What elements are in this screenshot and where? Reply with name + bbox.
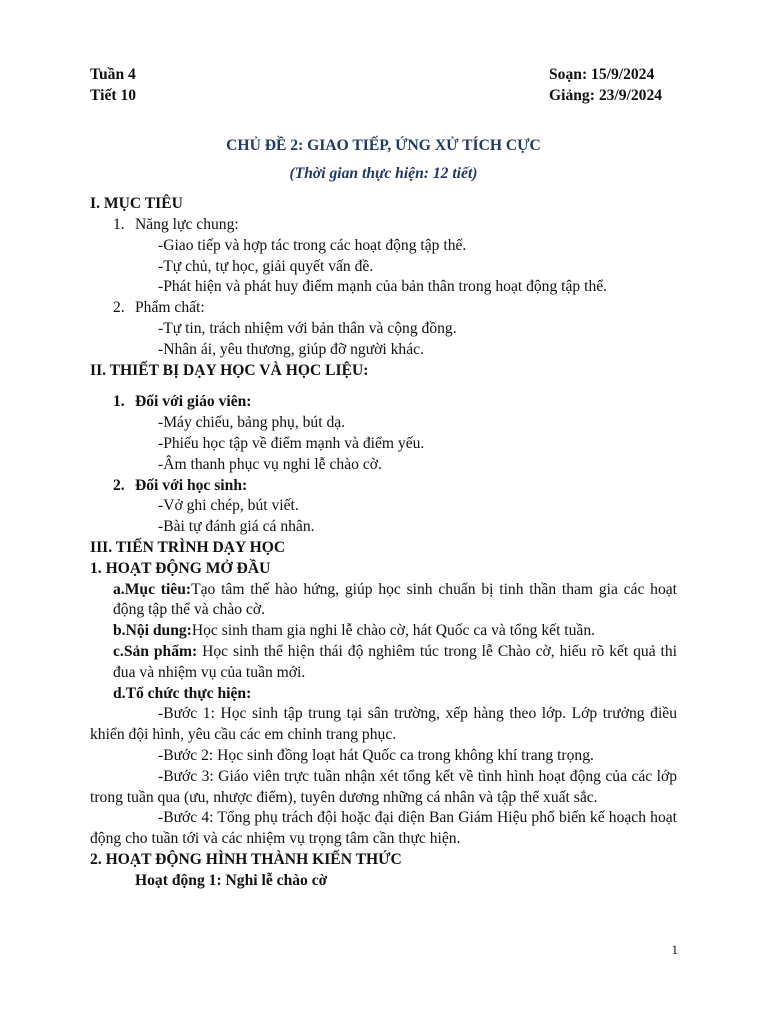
section2-item2-label: Đối với học sinh:	[135, 476, 248, 494]
activity1-content	[90, 621, 677, 642]
section1-title: I. MỤC TIÊU	[90, 195, 183, 213]
list-item: -Phiếu học tập về điểm mạnh và điểm yếu.	[158, 434, 425, 452]
section1-item2	[90, 298, 677, 319]
section1-item2-label: Phẩm chất:	[135, 299, 205, 317]
activity2-title: 2. HOẠT ĐỘNG HÌNH THÀNH KIẾN THỨC	[90, 850, 402, 868]
step-paragraph: -Bước 4: Tổng phụ trách đội hoặc đại diện Ban Giám Hiệu phổ biến kế hoạch hoạt động cho tuần tới và các nhiệm vụ trọng tâm cần thực hiện.	[90, 809, 677, 848]
list-item: -Tự tin, trách nhiệm với bản thân và cộng đồng.	[158, 319, 457, 337]
list-item: -Âm thanh phục vụ nghi lễ chào cờ.	[158, 455, 382, 473]
activity2-subtitle: Hoạt động 1: Nghi lễ chào cờ	[135, 871, 328, 889]
section2-item1-label: Đối với giáo viên:	[135, 393, 252, 411]
list-item: -Máy chiếu, bảng phụ, bút dạ.	[158, 414, 346, 432]
list-item: -Tự chủ, tự học, giải quyết vấn đề.	[158, 257, 374, 275]
product-text: Học sinh thể hiện thái độ nghiêm túc trong lễ Chào cờ, hiểu rõ kết quả thi đua và nhiệm vụ của tuần mới.	[113, 642, 678, 681]
step-paragraph: -Bước 1: Học sinh tập trung tại sân trường, xếp hàng theo lớp. Lớp trưởng điều khiển đội hình, yêu cầu các em chỉnh trang phục.	[90, 705, 677, 744]
header-row-2	[90, 86, 677, 107]
section2-item1-num: 1.	[113, 393, 125, 411]
page-number: 1	[671, 942, 678, 957]
section2-item1	[90, 392, 677, 413]
prepared-date: Soạn: 15/9/2024	[549, 66, 655, 83]
activity1-objective	[90, 580, 677, 622]
list-item: -Phát hiện và phát huy điểm mạnh của bản thân trong hoạt động tập thể.	[158, 278, 608, 296]
taught-date: Giảng: 23/9/2024	[549, 86, 663, 104]
section3-title: III. TIẾN TRÌNH DẠY HỌC	[90, 538, 286, 556]
list-item: -Vở ghi chép, bút viết.	[158, 497, 299, 515]
content-text: Học sinh tham gia nghi lễ chào cờ, hát Quốc ca và tổng kết tuần.	[191, 622, 596, 640]
section2-item2-num: 2.	[113, 476, 125, 494]
topic-title: CHỦ ĐỀ 2: GIAO TIẾP, ỨNG XỬ TÍCH CỰC	[226, 136, 541, 154]
section1-item2-num: 2.	[113, 299, 125, 317]
objective-label: a.Mục tiêu:	[113, 580, 192, 598]
document-body	[90, 65, 677, 891]
list-item: -Nhân ái, yêu thương, giúp đỡ người khác.	[158, 340, 424, 358]
step-paragraph: -Bước 2: Học sinh đồng loạt hát Quốc ca trong không khí trang trọng.	[158, 746, 594, 764]
section1-item1-num: 1.	[113, 215, 125, 233]
organization-label: d.Tổ chức thực hiện:	[113, 684, 252, 702]
section1-item1-label: Năng lực chung:	[135, 215, 239, 233]
section2-item2	[90, 476, 677, 497]
list-item: -Bài tự đánh giá cá nhân.	[158, 518, 315, 536]
objective-text: Tạo tâm thế hào hứng, giúp học sinh chuẩn bị tinh thần tham gia các hoạt động tập thể và chào cờ.	[113, 580, 678, 619]
activity1-product	[90, 642, 677, 684]
activity1-title: 1. HOẠT ĐỘNG MỞ ĐẦU	[90, 559, 271, 577]
product-label: c.Sản phẩm:	[113, 642, 198, 660]
topic-duration: (Thời gian thực hiện: 12 tiết)	[289, 165, 478, 183]
step-paragraph: -Bước 3: Giáo viên trực tuần nhận xét tổng kết về tình hình hoạt động của các lớp trong tuần qua (ưu, nhược điểm), tuyên dương những cá nhân và tập thể xuất sắc.	[90, 767, 677, 806]
list-item: -Giao tiếp và hợp tác trong các hoạt động tập thể.	[158, 236, 467, 254]
section2-title: II. THIẾT BỊ DẠY HỌC VÀ HỌC LIỆU:	[90, 361, 369, 379]
header-row-1	[90, 65, 677, 86]
week-label: Tuần 4	[90, 66, 136, 83]
lesson-label: Tiết 10	[90, 86, 137, 104]
activity1-organization	[90, 684, 677, 705]
section1-item1	[90, 215, 677, 236]
content-label: b.Nội dung:	[113, 622, 192, 640]
